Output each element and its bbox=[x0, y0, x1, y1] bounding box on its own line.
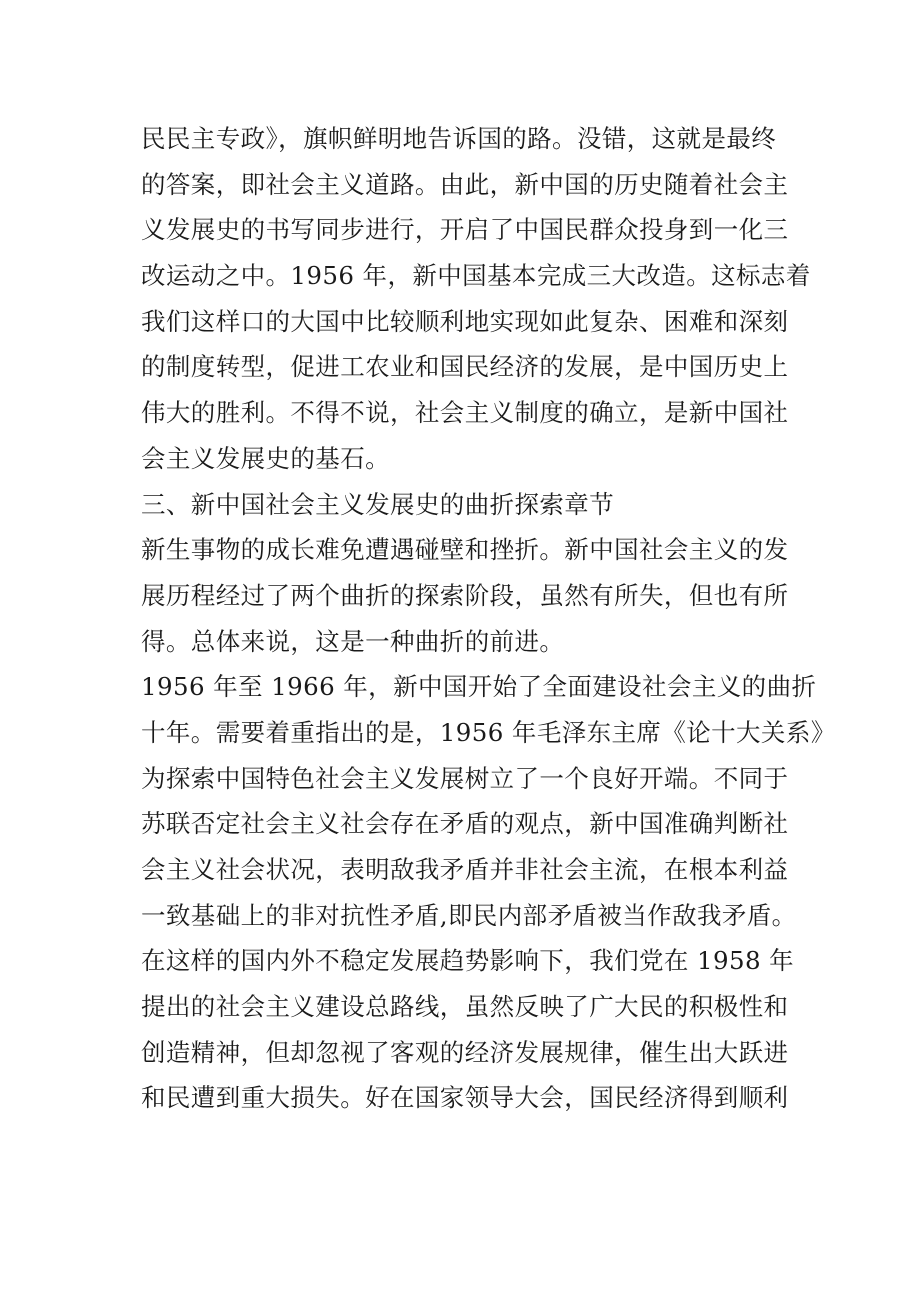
text-line: 改运动之中。1956 年，新中国基本完成三大改造。这标志着 bbox=[141, 261, 811, 291]
text-line: 得。总体来说，这是一种曲折的前进。 bbox=[141, 626, 565, 656]
text-line: 创造精神，但却忽视了客观的经济发展规律，催生出大跃进 bbox=[141, 1037, 789, 1067]
text-line: 义发展史的书写同步进行，开启了中国民群众投身到一化三 bbox=[141, 215, 789, 245]
document-page bbox=[141, 116, 836, 1121]
text-line: 我们这样口的大国中比较顺利地实现如此复杂、困难和深刻 bbox=[141, 306, 789, 336]
text-line: 苏联否定社会主义社会存在矛盾的观点，新中国准确判断社 bbox=[141, 809, 789, 839]
text-line: 的答案，即社会主义道路。由此，新中国的历史随着社会主 bbox=[141, 169, 789, 199]
text-line: 十年。需要着重指出的是，1956 年毛泽东主席《论十大关系》 bbox=[141, 717, 836, 747]
section-heading: 三、新中国社会主义发展史的曲折探索章节 bbox=[141, 489, 615, 519]
text-line: 一致基础上的非对抗性矛盾,即民内部矛盾被当作敌我矛盾。 bbox=[141, 900, 797, 930]
text-line: 会主义社会状况，表明敌我矛盾并非社会主流，在根本利益 bbox=[141, 855, 789, 884]
text-line: 伟大的胜利。不得不说，社会主义制度的确立，是新中国社 bbox=[141, 398, 789, 428]
text-line: 民民主专政》，旗帜鲜明地告诉国的路。没错，这就是最终 bbox=[141, 124, 777, 153]
text-line: 新生事物的成长难免遭遇碰壁和挫折。新中国社会主义的发 bbox=[141, 535, 789, 565]
text-line: 提出的社会主义建设总路线，虽然反映了广大民的积极性和 bbox=[141, 992, 789, 1022]
text-line: 展历程经过了两个曲折的探索阶段，虽然有所失，但也有所 bbox=[141, 580, 789, 610]
text-line: 在这样的国内外不稳定发展趋势影响下，我们党在 1958 年 bbox=[141, 946, 795, 976]
text-line: 的制度转型，促进工农业和国民经济的发展，是中国历史上 bbox=[141, 352, 789, 382]
text-line: 为探索中国特色社会主义发展树立了一个良好开端。不同于 bbox=[141, 763, 789, 793]
text-line: 1956 年至 1966 年，新中国开始了全面建设社会主义的曲折 bbox=[141, 672, 817, 702]
text-line: 会主义发展史的基石。 bbox=[141, 443, 390, 473]
text-line: 和民遭到重大损失。好在国家领导大会，国民经济得到顺利 bbox=[141, 1083, 789, 1113]
